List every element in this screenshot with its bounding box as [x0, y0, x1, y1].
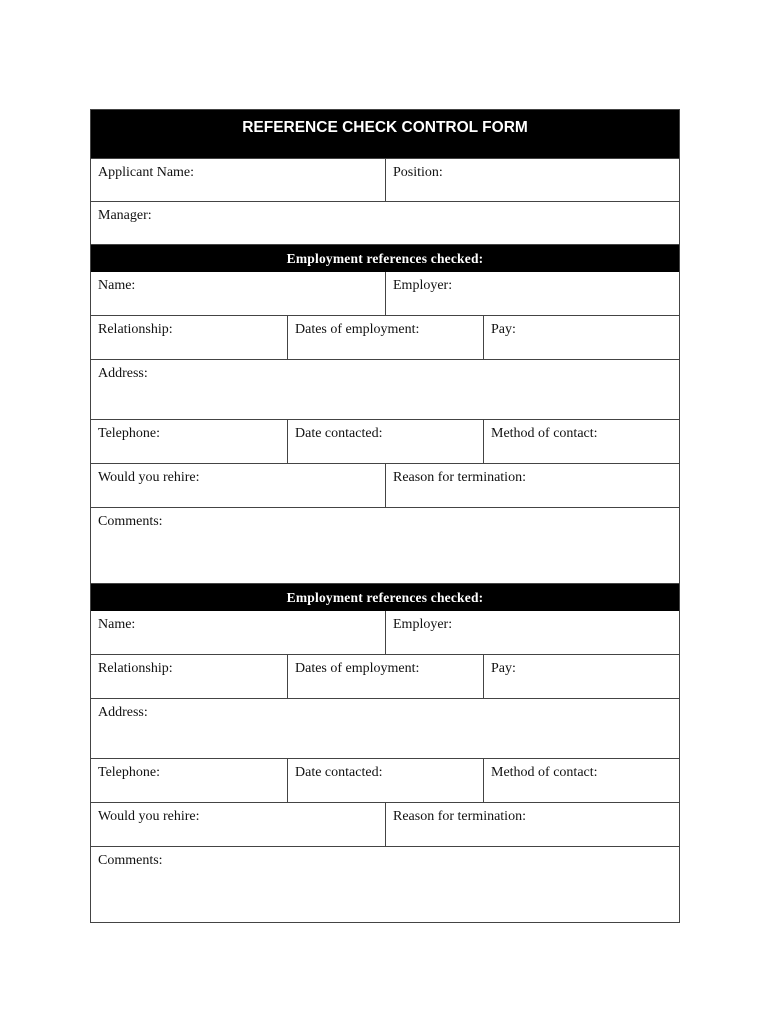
reference-1-relationship-row — [91, 316, 679, 360]
reference-2-employer-field[interactable]: Employer: — [393, 617, 453, 632]
reference-2-comments-field[interactable]: Comments: — [98, 853, 163, 868]
reference-1-name-field[interactable]: Name: — [91, 272, 386, 315]
reference-2-dates-field[interactable]: Dates of employment: — [288, 655, 484, 698]
reference-1-name-row — [91, 272, 679, 316]
reference-1-relationship-field[interactable]: Relationship: — [91, 316, 288, 359]
reference-2-telephone-field[interactable]: Telephone: — [91, 759, 288, 802]
reference-1-employer-field[interactable]: Employer: — [393, 278, 453, 293]
reference-2-relationship-row — [91, 655, 679, 699]
manager-field[interactable]: Manager: — [98, 208, 152, 223]
reference-1-telephone-row — [91, 420, 679, 464]
reference-1-dates-field[interactable]: Dates of employment: — [288, 316, 484, 359]
applicant-row — [91, 159, 679, 202]
reference-1-pay-field[interactable]: Pay: — [491, 322, 516, 337]
position-field[interactable]: Position: — [393, 165, 443, 180]
reference-2-pay-field[interactable]: Pay: — [491, 661, 516, 676]
reference-1-comments-field[interactable]: Comments: — [98, 514, 163, 529]
reference-2-reason-field[interactable]: Reason for termination: — [393, 809, 526, 824]
reference-2-address-field[interactable]: Address: — [98, 705, 148, 720]
reference-2-telephone-row — [91, 759, 679, 803]
reference-2-name-field[interactable]: Name: — [91, 611, 386, 654]
reference-2-date-contacted-field[interactable]: Date contacted: — [288, 759, 484, 802]
reference-1-address-field[interactable]: Address: — [98, 366, 148, 381]
reference-1-rehire-row — [91, 464, 679, 508]
form-title: REFERENCE CHECK CONTROL FORM — [91, 110, 679, 159]
reference-2-name-row — [91, 611, 679, 655]
reference-2-method-field[interactable]: Method of contact: — [491, 765, 598, 780]
employment-references-header-2: Employment references checked: — [91, 584, 679, 611]
reference-check-form — [90, 109, 680, 923]
reference-2-address-row — [91, 699, 679, 759]
reference-1-reason-field[interactable]: Reason for termination: — [393, 470, 526, 485]
reference-2-rehire-field[interactable]: Would you rehire: — [91, 803, 386, 846]
applicant-name-field[interactable]: Applicant Name: — [91, 159, 386, 201]
reference-1-telephone-field[interactable]: Telephone: — [91, 420, 288, 463]
reference-2-relationship-field[interactable]: Relationship: — [91, 655, 288, 698]
reference-1-date-contacted-field[interactable]: Date contacted: — [288, 420, 484, 463]
employment-references-header-1: Employment references checked: — [91, 245, 679, 272]
reference-2-comments-row — [91, 847, 679, 922]
reference-1-address-row — [91, 360, 679, 420]
reference-2-rehire-row — [91, 803, 679, 847]
manager-row — [91, 202, 679, 245]
reference-1-comments-row — [91, 508, 679, 584]
reference-1-rehire-field[interactable]: Would you rehire: — [91, 464, 386, 507]
reference-1-method-field[interactable]: Method of contact: — [491, 426, 598, 441]
